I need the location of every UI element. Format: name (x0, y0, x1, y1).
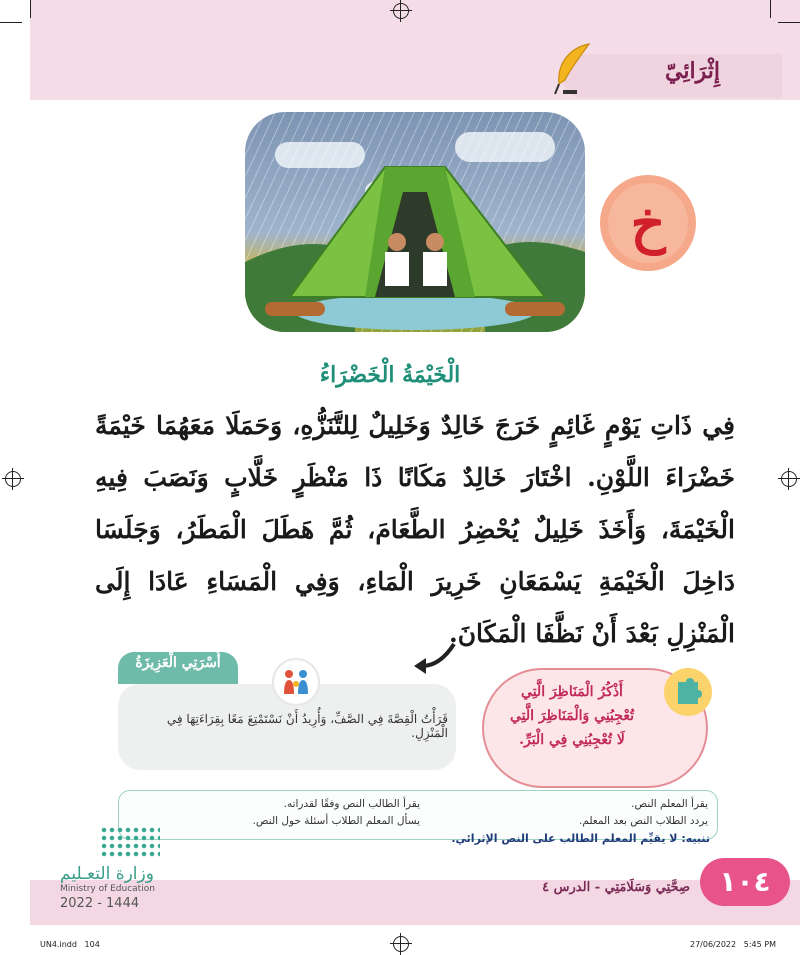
registration-mark (5, 471, 21, 487)
teacher-note: يقرأ الطالب النص وفقًا لقدراته. (283, 798, 420, 810)
crop-mark (770, 0, 771, 18)
story-title-text: الْخَيْمَةُ الْخَضْرَاءُ (319, 362, 461, 388)
unit-title: صِحَّتِي وَسَلَامَتِي - الدرس ٤ (542, 880, 690, 895)
activity-line: تُعْجِبُنِي وَالْمَنَاظِرَ الَّتِي (510, 708, 634, 724)
print-file-info: UN4.indd 104 (40, 940, 100, 949)
family-note-label: أُسْرَتِي الْعَزِيزَةُ (135, 655, 221, 671)
page-number: ١٠٤ (719, 865, 771, 898)
ministry-name-arabic: وزارة التعـليم (60, 864, 154, 884)
registration-mark (393, 936, 409, 952)
activity-text (490, 680, 654, 752)
lesson-letter: خ (630, 191, 666, 255)
puzzle-icon (664, 668, 712, 716)
activity-line: لَا تُعْجِبُنِي فِي الْبَرِّ. (519, 732, 625, 748)
ministry-logo (100, 826, 160, 858)
family-note-text: قَرَأْتُ الْقِصَّةَ فِي الصَّفِّ، وَأُرِيدُ أَنْ نَسْتَمْتِعَ مَعًا بِقِرَاءَتِهَا فِي الْمَنْزِلِ. (166, 712, 448, 740)
registration-mark (781, 471, 797, 487)
crop-mark (778, 22, 800, 23)
curved-arrow-icon (410, 640, 460, 680)
print-date-info: 27/06/2022 5:45 PM (690, 940, 776, 949)
crop-mark (0, 22, 22, 23)
activity-line: أَذْكُرُ الْمَنَاظِرَ الَّتِي (521, 684, 623, 700)
teacher-note: يردد الطلاب النص بعد المعلم. (579, 815, 708, 827)
crop-mark (30, 0, 31, 18)
academic-year: 2022 - 1444 (60, 896, 140, 911)
teacher-note: يقرأ المعلم النص. (631, 798, 708, 810)
story-paragraph: فِي ذَاتِ يَوْمٍ غَائِمٍ خَرَجَ خَالِدٌ وَخَلِيلٌ لِلتَّنَزُّهِ، وَحَمَلَا مَعَهُمَا خَيْمَةً خَضْرَاءَ اللَّوْنِ. اخْتَارَ خَالِدٌ مَكَانًا ذَا مَنْظَرٍ خَلَّابٍ وَنَصَبَ فِيهِ الْخَيْمَةَ، وَأَخَذَ خَلِيلٌ يُحْضِرُ الطَّعَامَ، ثُمَّ هَطَلَ الْمَطَرُ، وَجَلَسَا دَاخِلَ الْخَيْمَةِ يَسْمَعَانِ خَرِيرَ الْمَاءِ، وَفِي الْمَسَاءِ عَادَا إِلَى الْمَنْزِلِ بَعْدَ أَنْ نَظَّفَا الْمَكَانَ. (95, 411, 735, 648)
ministry-name-english: Ministry of Education (60, 884, 155, 894)
teacher-warning: تنبيه: لا يقيِّم المعلم الطالب على النص الإثرائي. (451, 832, 710, 845)
teacher-note: يسأل المعلم الطلاب أسئلة حول النص. (252, 815, 420, 827)
story-title (180, 362, 600, 388)
section-title: إِثْرَائِيّ (665, 58, 720, 84)
tent-illustration (245, 112, 585, 332)
quill-icon (549, 40, 595, 98)
registration-mark (393, 3, 409, 19)
family-icon (272, 658, 320, 706)
